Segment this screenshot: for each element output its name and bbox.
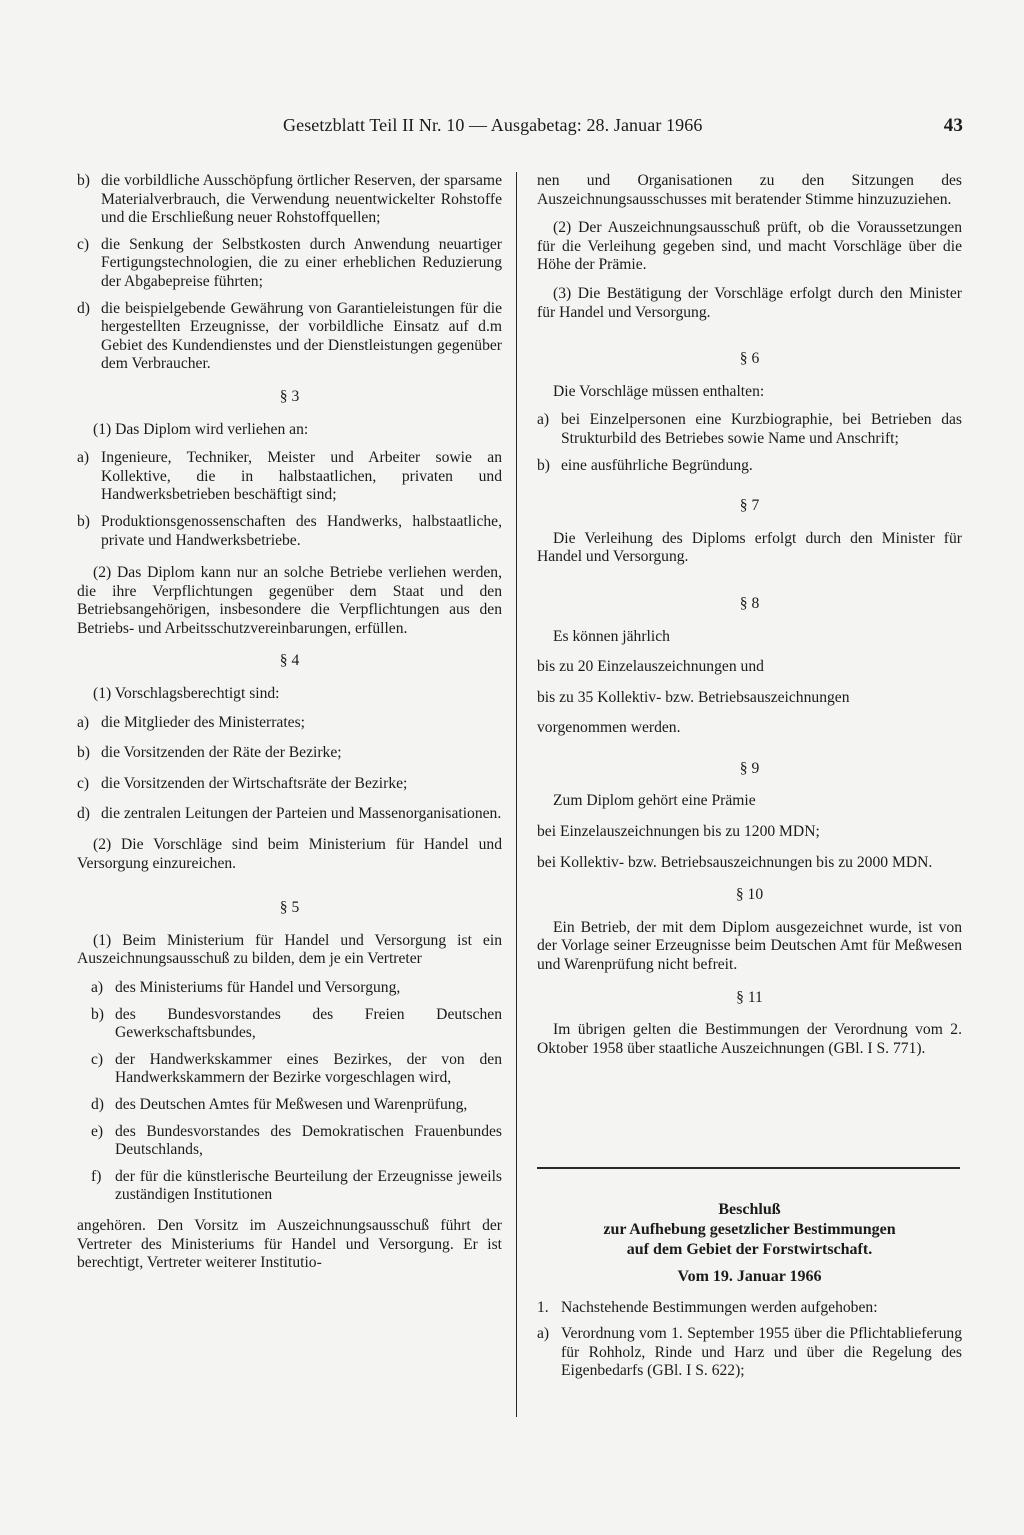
list-item: b) die Vorsitzenden der Räte der Bezirke; [77,744,342,762]
list-item: a) Verordnung vom 1. September 1955 über die Pflichtablieferung für Rohholz, Rinde und Harz und über die Regelung des Eigenbedarfs (GBl. I S. 622); [537,1325,962,1380]
section-heading: § 9 [739,759,760,777]
paragraph: Es können jährlich [553,627,670,645]
section-heading: § 11 [736,988,763,1006]
section-heading: § 4 [279,652,300,670]
paragraph: (1) Beim Ministerium für Handel und Versorgung ist ein Auszeichnungsausschuß zu bilden, dem je ein Vertreter [77,931,502,968]
section-heading: § 8 [739,594,760,612]
list-item: b) eine ausführliche Begründung. [537,456,753,474]
list [77,979,502,1205]
section-heading: § 7 [739,497,760,515]
list-item: c) die Senkung der Selbstkosten durch Anwendung neuartiger Fertigungstechnologien, die zu einer erheblichen Reduzierung der Abgabepreise führten; [77,235,502,290]
list-item: c) der Handwerkskammer eines Bezirkes, der von den Handwerkskammern der Bezirke vorgeschlagen wird, [91,1050,502,1087]
paragraph: (1) Vorschlagsberechtigt sind: [93,685,280,703]
section-heading: § 3 [279,387,300,405]
paragraph: Im übrigen gelten die Bestimmungen der Verordnung vom 2. Oktober 1958 über staatliche Auszeichnungen (GBl. I S. 771). [537,1021,962,1057]
list-item: e) des Bundesvorstandes des Demokratischen Frauenbundes Deutschlands, [91,1122,502,1159]
paragraph: angehören. Den Vorsitz im Auszeichnungsausschuß führt der Vertreter des Ministeriums für Handel und Versorgung. Er ist berechtigt, Vertreter weiterer Institutio- [77,1216,502,1272]
paragraph: Ein Betrieb, der mit dem Diplom ausgezeichnet wurde, ist von der Vorlage seiner Erzeugnisse beim Deutschen Amt für Meßwesen und Warenprüfung nicht befreit. [537,918,962,974]
paragraph: Die Verleihung des Diploms erfolgt durch den Minister für Handel und Versorgung. [537,529,962,566]
beschluss-date: Vom 19. Januar 1966 [677,1268,822,1285]
beschluss-title: zur Aufhebung gesetzlicher Bestimmungen [603,1221,896,1238]
list-item: d) die beispielgebende Gewährung von Garantieleistungen für die hergestellten Erzeugnisse, der vorbildliche Einsatz auf d.m Gebiet des Kundendienstes und der Dienstleistungen gegenüber dem Verbraucher. [77,299,502,373]
list-item: a) Ingenieure, Techniker, Meister und Arbeiter sowie an Kollektive, die in halbstaatlichen, privaten und Handwerksbetrieben beschäftigt sind; [77,449,502,504]
column-divider [516,172,517,1417]
paragraph: Die Vorschläge müssen enthalten: [553,382,765,400]
section-heading: § 10 [735,886,764,904]
paragraph: bei Kollektiv- bzw. Betriebsauszeichnungen bis zu 2000 MDN. [537,853,933,871]
paragraph: (2) Das Diplom kann nur an solche Betriebe verliehen werden, die ihre Verpflichtungen gegenüber dem Staat und den Betriebsangehörigen, insbesondere die Verpflichtungen aus den Betriebs- und Arbeitsschutzvereinbarungen, erfüllen. [77,564,502,637]
paragraph: (2) Der Auszeichnungsausschuß prüft, ob die Voraussetzungen für die Verleihung gegeben sind, und macht Vorschläge über die Höhe der Prämie. [537,219,962,274]
list-item: a) die Mitglieder des Ministerrates; [77,713,305,731]
list-item: a) des Ministeriums für Handel und Versorgung, [91,979,401,996]
section-heading: § 6 [739,350,760,368]
page-number: 43 [943,115,963,136]
beschluss-section [537,1200,962,1389]
paragraph: bis zu 35 Kollektiv- bzw. Betriebsauszeichnungen [537,688,850,706]
list-item: c) die Vorsitzenden der Wirtschaftsräte der Bezirke; [77,774,408,792]
paragraph: (2) Die Vorschläge sind beim Ministerium für Handel und Versorgung einzureichen. [77,836,502,872]
list-item: b) des Bundesvorstandes des Freien Deutschen Gewerkschaftsbundes, [91,1005,502,1042]
right-column [537,172,962,1068]
section-divider [537,1167,960,1169]
paragraph: vorgenommen werden. [537,719,681,737]
left-column [77,172,502,1283]
section-heading: § 5 [279,899,300,917]
beschluss-title: Beschluß [718,1201,781,1218]
beschluss-title: auf dem Gebiet der Forstwirtschaft. [626,1241,873,1258]
list-item: b) die vorbildliche Ausschöpfung örtlicher Reserven, der sparsame Materialverbrauch, die Verwendung neuentwickelter Rohstoffe und die Erschließung neuer Rohstoffquellen; [77,172,502,227]
paragraph: bis zu 20 Einzelauszeichnungen und [537,658,764,676]
list-item: f) der für die künstlerische Beurteilung der Erzeugnisse jeweils zuständigen Institutionen [91,1167,502,1204]
paragraph: (3) Die Bestätigung der Vorschläge erfolgt durch den Minister für Handel und Versorgung. [537,284,962,321]
paragraph: (1) Das Diplom wird verliehen an: [93,420,309,438]
page-header [283,115,963,136]
paragraph: nen und Organisationen zu den Sitzungen des Auszeichnungsausschusses mit beratender Stimme hinzuzuziehen. [537,172,962,208]
header-title: Gesetzblatt Teil II Nr. 10 — Ausgabetag: 28. Januar 1966 [283,115,703,135]
list-item: b) Produktionsgenossenschaften des Handwerks, halbstaatliche, private und Handwerksbetriebe. [77,512,502,549]
list-item: d) die zentralen Leitungen der Parteien und Massenorganisationen. [77,805,502,823]
paragraph: bei Einzelauszeichnungen bis zu 1200 MDN; [537,823,820,841]
list-item: d) des Deutschen Amtes für Meßwesen und Warenprüfung, [91,1095,468,1113]
paragraph: Zum Diplom gehört eine Prämie [553,792,756,810]
list-item: a) bei Einzelpersonen eine Kurzbiographie, bei Betrieben das Strukturbild des Betriebes sowie Name und Anschrift; [537,411,962,447]
list-item: 1. Nachstehende Bestimmungen werden aufgehoben: [537,1298,878,1316]
